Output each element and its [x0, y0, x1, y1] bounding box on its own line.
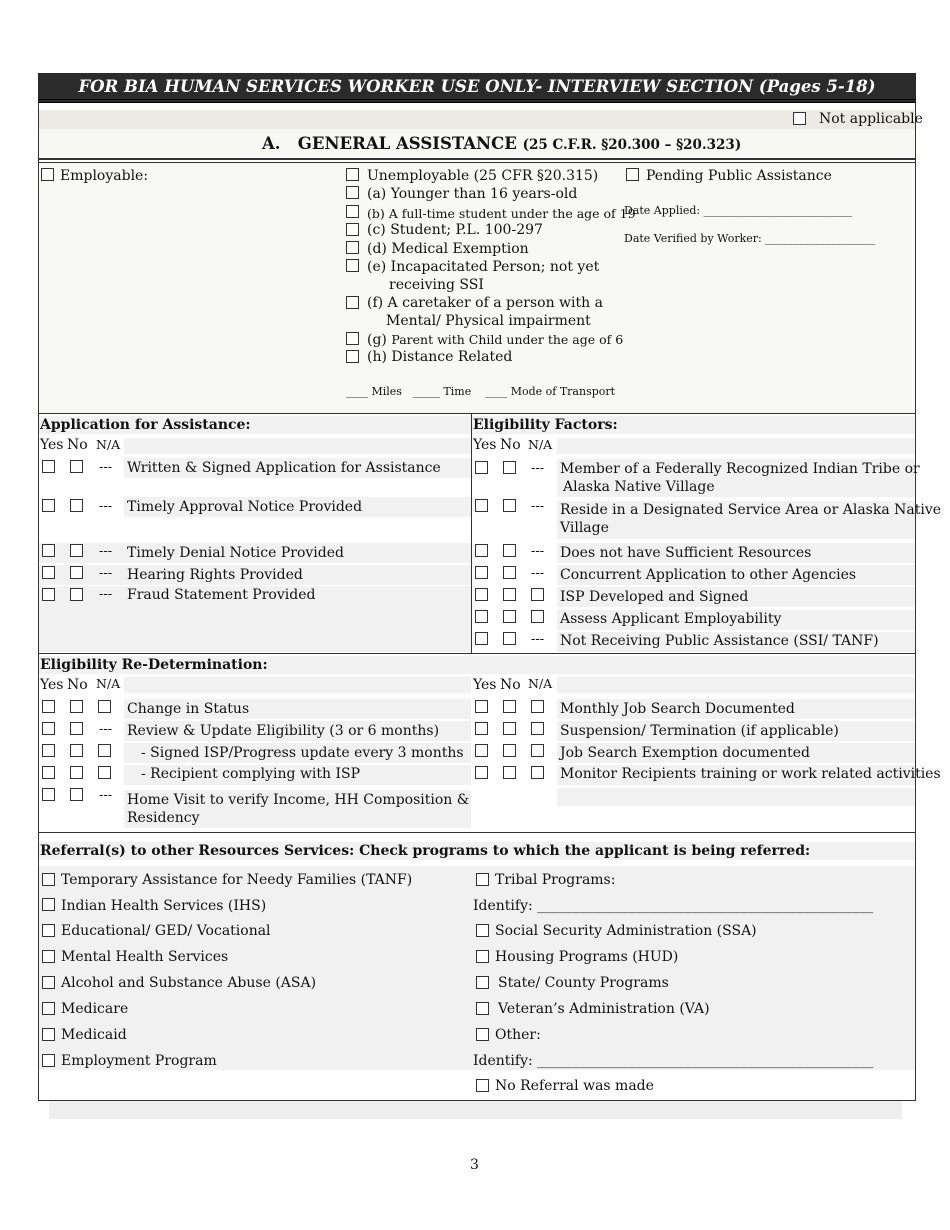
section-a-cite: (25 C.F.R. §20.300 – §20.323)	[522, 137, 742, 153]
ref-education-label: Educational/ GED/ Vocational	[61, 923, 271, 939]
app-row-3-label: Timely Denial Notice Provided	[127, 545, 344, 561]
pending-assistance-label: Pending Public Assistance	[646, 168, 832, 184]
option-h-checkbox[interactable]	[346, 350, 359, 363]
redet-left-2-no[interactable]	[70, 722, 83, 735]
option-a-checkbox[interactable]	[346, 186, 359, 199]
ref-other-identify-field[interactable]: Identify: ________________________________________________	[473, 1053, 874, 1069]
ref-employment-label: Employment Program	[61, 1053, 217, 1069]
redet-right-3-na[interactable]	[531, 744, 544, 757]
elig-row-4-label: Concurrent Application to other Agencies	[560, 567, 857, 583]
app-row-3-no[interactable]	[70, 544, 83, 557]
frame-right	[915, 103, 916, 1101]
redetermination-title: Eligibility Re-Determination:	[40, 657, 268, 673]
redet-right-2-yes[interactable]	[475, 722, 488, 735]
option-b-label: (b) A full-time student under the age of 19	[367, 206, 636, 221]
option-e-label: (e) Incapacitated Person; not yet	[367, 259, 600, 275]
option-h-label: (h) Distance Related	[367, 349, 513, 365]
elig-row-3-yes[interactable]	[475, 544, 488, 557]
employable-checkbox[interactable]	[41, 168, 54, 181]
redet-left-2-label: Review & Update Eligibility (3 or 6 months)	[127, 723, 440, 739]
option-g-checkbox[interactable]	[346, 332, 359, 345]
eligibility-title: Eligibility Factors:	[473, 417, 618, 433]
ref-asa-checkbox[interactable]	[42, 976, 55, 989]
elig-row-4-no[interactable]	[503, 566, 516, 579]
app-row-1-no[interactable]	[70, 460, 83, 473]
unemployable-label: Unemployable (25 CFR §20.315)	[367, 168, 599, 184]
redet-left-5-no[interactable]	[70, 788, 83, 801]
elig-row-7-no[interactable]	[503, 632, 516, 645]
redet-left-2-na: ---	[99, 722, 113, 737]
app-row-1-na: ---	[99, 460, 113, 475]
ref-medicare-checkbox[interactable]	[42, 1002, 55, 1015]
row-bg	[124, 438, 471, 454]
ref-ihs-checkbox[interactable]	[42, 898, 55, 911]
app-row-4-label: Hearing Rights Provided	[127, 567, 303, 583]
ref-hud-checkbox[interactable]	[476, 950, 489, 963]
redet-right-1-no[interactable]	[503, 700, 516, 713]
row-bg	[557, 788, 915, 806]
redet-right-4-no[interactable]	[503, 766, 516, 779]
elig-row-7-na: ---	[531, 632, 545, 647]
ref-tanf-label: Temporary Assistance for Needy Families (TANF)	[61, 872, 413, 888]
elig-row-5-no[interactable]	[503, 588, 516, 601]
elig-row-1-yes[interactable]	[475, 461, 488, 474]
elig-row-3-no[interactable]	[503, 544, 516, 557]
redet-col-na-right: N/A	[528, 676, 553, 691]
elig-row-7-label: Not Receiving Public Assistance (SSI/ TANF)	[560, 633, 879, 649]
redet-right-1-label: Monthly Job Search Documented	[560, 701, 795, 717]
elig-row-4-yes[interactable]	[475, 566, 488, 579]
date-applied-field[interactable]: Date Applied: ___________________________	[624, 204, 853, 217]
redet-right-2-no[interactable]	[503, 722, 516, 735]
page-number: 3	[470, 1157, 479, 1173]
ref-tribal-checkbox[interactable]	[476, 873, 489, 886]
app-row-1-label: Written & Signed Application for Assistance	[127, 460, 441, 476]
redet-right-4-label: Monitor Recipients training or work related activities	[560, 766, 941, 782]
app-row-2-no[interactable]	[70, 499, 83, 512]
app-row-5-na: ---	[99, 587, 113, 602]
ref-no-referral-checkbox[interactable]	[476, 1079, 489, 1092]
elig-row-5-na[interactable]	[531, 588, 544, 601]
redet-col-no: No	[67, 677, 88, 693]
redet-left-3-no[interactable]	[70, 744, 83, 757]
app-row-4-na: ---	[99, 566, 113, 581]
redet-left-5-na: ---	[99, 788, 113, 803]
redet-right-3-no[interactable]	[503, 744, 516, 757]
elig-row-3-label: Does not have Sufficient Resources	[560, 545, 812, 561]
app-col-no: No	[67, 437, 88, 453]
section-a-title	[262, 134, 741, 153]
redet-left-5-label: Home Visit to verify Income, HH Composition &	[127, 792, 470, 808]
redet-left-4-label: - Recipient complying with ISP	[141, 766, 361, 782]
ref-tanf-checkbox[interactable]	[42, 873, 55, 886]
redet-right-4-yes[interactable]	[475, 766, 488, 779]
elig-row-5-label: ISP Developed and Signed	[560, 589, 749, 605]
ref-medicaid-checkbox[interactable]	[42, 1028, 55, 1041]
app-row-4-no[interactable]	[70, 566, 83, 579]
application-title: Application for Assistance:	[40, 417, 251, 433]
ref-other-label: Other:	[495, 1027, 541, 1043]
redet-left-3-na[interactable]	[98, 744, 111, 757]
redet-left-5-label-cont: Residency	[127, 810, 200, 826]
redet-left-4-na[interactable]	[98, 766, 111, 779]
option-e-checkbox[interactable]	[346, 259, 359, 272]
redet-left-4-yes[interactable]	[42, 766, 55, 779]
redet-right-1-yes[interactable]	[475, 700, 488, 713]
unemployable-checkbox[interactable]	[346, 168, 359, 181]
section-header-bar	[38, 73, 916, 103]
option-c-label: (c) Student; P.L. 100-297	[367, 222, 543, 238]
app-row-3-yes[interactable]	[42, 544, 55, 557]
redet-left-3-yes[interactable]	[42, 744, 55, 757]
section-a-name: GENERAL ASSISTANCE	[297, 134, 517, 153]
app-row-2-na: ---	[99, 499, 113, 514]
not-applicable-bar	[39, 110, 915, 129]
elig-col-no: No	[500, 437, 521, 453]
pending-assistance-checkbox[interactable]	[626, 168, 639, 181]
option-f-label: (f) A caretaker of a person with a	[367, 295, 603, 311]
redet-right-3-yes[interactable]	[475, 744, 488, 757]
elig-row-2-no[interactable]	[503, 499, 516, 512]
elig-row-2-label: Reside in a Designated Service Area or Alaska Native	[560, 502, 942, 518]
app-row-4-yes[interactable]	[42, 566, 55, 579]
transport-fields[interactable]: ____ Miles _____ Time ____ Mode of Transport	[346, 385, 616, 398]
ref-va-checkbox[interactable]	[476, 1002, 489, 1015]
not-applicable-label: Not applicable	[819, 111, 923, 127]
footer-strip	[49, 1101, 902, 1119]
option-d-label: (d) Medical Exemption	[367, 241, 529, 257]
app-row-2-label: Timely Approval Notice Provided	[127, 499, 363, 515]
row-bg	[557, 677, 915, 693]
option-f-label-cont: Mental/ Physical impairment	[386, 313, 591, 329]
divider	[38, 158, 916, 160]
redet-left-1-no[interactable]	[70, 700, 83, 713]
redet-right-2-na[interactable]	[531, 722, 544, 735]
elig-row-6-no[interactable]	[503, 610, 516, 623]
redet-left-5-yes[interactable]	[42, 788, 55, 801]
referrals-title: Referral(s) to other Resources Services: Check programs to which the applicant is being referred:	[40, 843, 811, 859]
ref-education-checkbox[interactable]	[42, 924, 55, 937]
app-col-na: N/A	[96, 437, 121, 452]
elig-row-1-no[interactable]	[503, 461, 516, 474]
elig-row-6-yes[interactable]	[475, 610, 488, 623]
column-divider	[471, 413, 472, 653]
elig-row-3-na: ---	[531, 544, 545, 559]
ref-va-label: Veteran’s Administration (VA)	[498, 1001, 710, 1017]
ref-medicare-label: Medicare	[61, 1001, 129, 1017]
redet-col-na: N/A	[96, 676, 121, 691]
elig-col-na: N/A	[528, 437, 553, 452]
ref-other-checkbox[interactable]	[476, 1028, 489, 1041]
ref-state-county-checkbox[interactable]	[476, 976, 489, 989]
app-row-5-no[interactable]	[70, 588, 83, 601]
elig-row-1-na: ---	[531, 461, 545, 476]
redet-left-1-yes[interactable]	[42, 700, 55, 713]
redet-left-3-label: - Signed ISP/Progress update every 3 months	[141, 745, 464, 761]
ref-ihs-label: Indian Health Services (IHS)	[61, 898, 267, 914]
app-row-3-na: ---	[99, 544, 113, 559]
app-col-yes: Yes	[40, 437, 64, 453]
row-bg	[557, 438, 915, 454]
redet-col-no-right: No	[500, 677, 521, 693]
option-f-checkbox[interactable]	[346, 296, 359, 309]
elig-row-6-label: Assess Applicant Employability	[560, 611, 782, 627]
section-a-letter: A.	[262, 134, 281, 153]
ref-asa-label: Alcohol and Substance Abuse (ASA)	[61, 975, 317, 991]
ref-tribal-identify-field[interactable]: Identify: ________________________________________________	[473, 898, 874, 914]
option-g-text: Parent with Child under the age of 6	[391, 332, 624, 347]
not-applicable-checkbox[interactable]	[793, 112, 806, 125]
redet-right-2-label: Suspension/ Termination (if applicable)	[560, 723, 839, 739]
redet-left-2-yes[interactable]	[42, 722, 55, 735]
app-row-2-yes[interactable]	[42, 499, 55, 512]
redet-right-3-label: Job Search Exemption documented	[560, 745, 811, 761]
ref-state-county-label: State/ County Programs	[498, 975, 669, 991]
redet-right-1-na[interactable]	[531, 700, 544, 713]
ref-no-referral-label: No Referral was made	[495, 1078, 654, 1094]
ref-ssa-label: Social Security Administration (SSA)	[495, 923, 757, 939]
app-row-5-label: Fraud Statement Provided	[127, 587, 316, 603]
date-verified-field[interactable]: Date Verified by Worker: ____________________	[624, 232, 876, 245]
redet-col-yes-right: Yes	[473, 677, 497, 693]
header-title: FOR BIA HUMAN SERVICES WORKER USE ONLY- INTERVIEW SECTION (Pages 5-18)	[78, 76, 876, 96]
option-a-label: (a) Younger than 16 years-old	[367, 186, 578, 202]
divider	[38, 413, 916, 414]
option-g-label: (g) Parent with Child under the age of 6	[367, 332, 624, 348]
row-bg	[124, 677, 471, 693]
employable-label: Employable:	[60, 168, 149, 184]
ref-medicaid-label: Medicaid	[61, 1027, 127, 1043]
elig-row-7-yes[interactable]	[475, 632, 488, 645]
option-c-checkbox[interactable]	[346, 223, 359, 236]
redet-left-1-na[interactable]	[98, 700, 111, 713]
ref-tribal-label: Tribal Programs:	[495, 872, 616, 888]
app-row-5-yes[interactable]	[42, 588, 55, 601]
option-b-checkbox[interactable]	[346, 205, 359, 218]
ref-mental-health-checkbox[interactable]	[42, 950, 55, 963]
option-d-checkbox[interactable]	[346, 241, 359, 254]
divider	[38, 832, 916, 833]
redet-left-4-no[interactable]	[70, 766, 83, 779]
redet-col-yes: Yes	[40, 677, 64, 693]
elig-row-4-na: ---	[531, 566, 545, 581]
elig-row-1-label: Member of a Federally Recognized Indian Tribe or	[560, 461, 920, 477]
ref-ssa-checkbox[interactable]	[476, 924, 489, 937]
elig-row-6-na[interactable]	[531, 610, 544, 623]
elig-col-yes: Yes	[473, 437, 497, 453]
elig-row-2-yes[interactable]	[475, 499, 488, 512]
ref-hud-label: Housing Programs (HUD)	[495, 949, 679, 965]
app-row-1-yes[interactable]	[42, 460, 55, 473]
elig-row-2-na: ---	[531, 499, 545, 514]
divider	[38, 653, 916, 654]
elig-row-1-label-cont: Alaska Native Village	[563, 479, 715, 495]
redet-left-1-label: Change in Status	[127, 701, 250, 717]
elig-row-5-yes[interactable]	[475, 588, 488, 601]
redet-right-4-na[interactable]	[531, 766, 544, 779]
ref-employment-checkbox[interactable]	[42, 1054, 55, 1067]
option-e-label-cont: receiving SSI	[389, 277, 484, 293]
ref-mental-health-label: Mental Health Services	[61, 949, 229, 965]
elig-row-2-label-cont: Village	[560, 520, 609, 536]
